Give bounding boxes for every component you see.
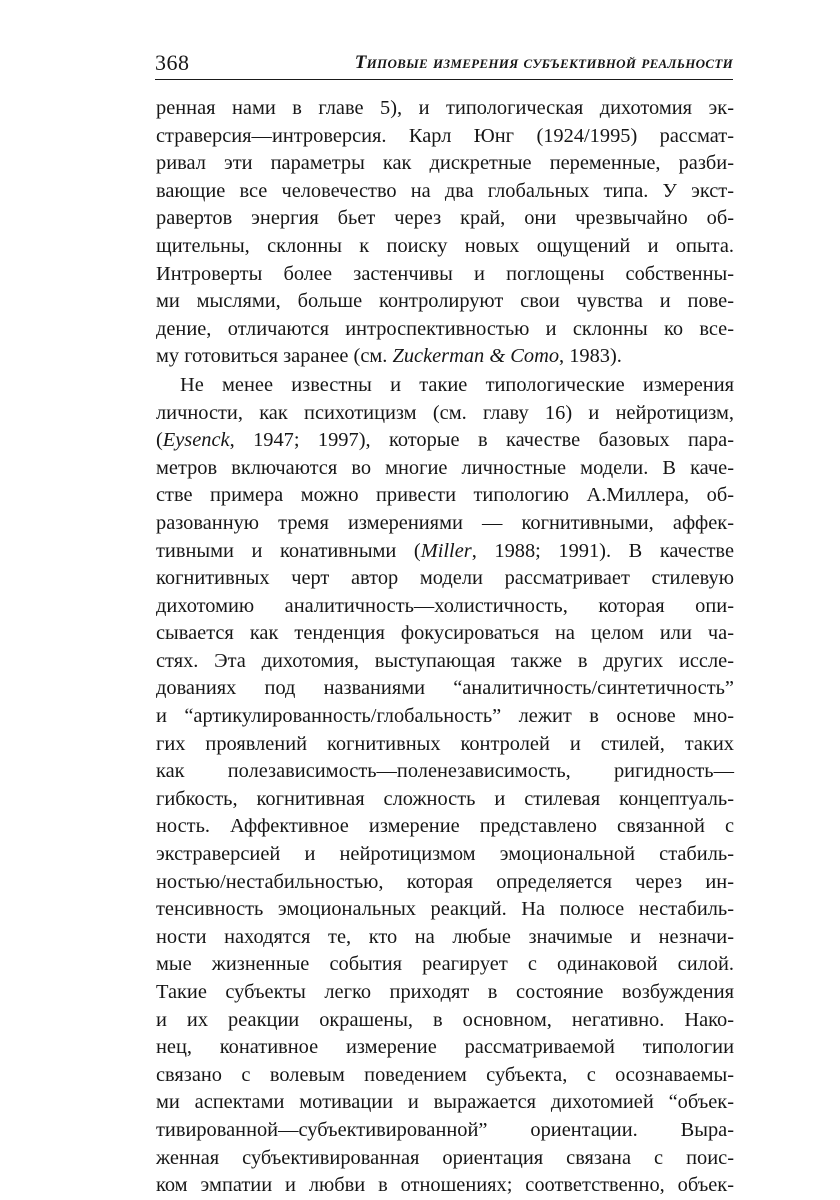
text-line: как полезависимость—поленезависимость, ригидность— (156, 760, 734, 783)
text-line: метров включаются во многие личностные модели. В каче- (156, 456, 734, 479)
text-line: дованиях под названиями “аналитичность/синтетичность” (156, 677, 734, 700)
text-line: страверсия—интроверсия. Карл Юнг (1924/1995) рассмат- (156, 124, 734, 147)
text-line: му готовиться заранее (см. Zuckerman & Como, 1983). (156, 345, 622, 368)
text-line: Такие субъекты легко приходят в состояние возбуждения (156, 981, 734, 1003)
text-line: дение, отличаются интроспективностью и склонны ко все- (156, 317, 734, 340)
text-line: тивными и конативными (Miller, 1988; 1991). В качестве (156, 539, 734, 562)
page-header (155, 50, 733, 82)
text-line: связано с волевым поведением субъекта, с осознаваемы- (156, 1063, 734, 1086)
text-line: когнитивных черт автор модели рассматривает стилевую (156, 567, 734, 590)
text-line: гибкость, когнитивная сложность и стилевая концептуаль- (156, 787, 734, 810)
running-title: Типовые измерения субъективной реальности (354, 52, 733, 73)
text-line: ностью/нестабильностью, которая определяется через ин- (156, 870, 734, 893)
text-line: женная субъективированная ориентация связана с поис- (156, 1146, 734, 1169)
text-line: тенсивность эмоциональных реакций. На полюсе нестабиль- (156, 898, 734, 921)
text-line: вающие все человечество на два глобальных типа. У экст- (156, 179, 734, 202)
text-line: (Eysenck, 1947; 1997), которые в качестве базовых пара- (156, 429, 734, 452)
text-line: равертов энергия бьет через край, они чрезвычайно об- (156, 207, 734, 230)
paragraph-2 (156, 372, 734, 1200)
body-text (156, 95, 734, 1200)
text-line: ми аспектами мотивации и выражается дихотомией “объек- (156, 1091, 734, 1114)
text-line: дихотомию аналитичность—холистичность, которая опи- (156, 594, 734, 617)
text-line: тивированной—субъективированной” ориентации. Выра- (156, 1118, 734, 1141)
text-line: ми мыслями, больше контролируют свои чувства и пове- (156, 290, 734, 313)
text-line: нец, конативное измерение рассматриваемой типологии (156, 1036, 734, 1059)
text-line: стях. Эта дихотомия, выступающая также в других иссле- (156, 649, 734, 672)
text-line: личности, как психотицизм (см. главу 16) и нейротицизм, (156, 401, 734, 424)
text-line: экстраверсией и нейротицизмом эмоциональной стабиль- (156, 843, 734, 866)
text-line: сывается как тенденция фокусироваться на целом или ча- (156, 622, 734, 645)
paragraph-1 (156, 95, 734, 371)
text-line: гих проявлений когнитивных контролей и стилей, таких (156, 732, 734, 755)
text-line: и их реакции окрашены, в основном, негативно. Нако- (156, 1008, 734, 1031)
text-line: разованную тремя измерениями — когнитивными, аффек- (156, 511, 734, 534)
text-line: ривал эти параметры как дискретные переменные, разби- (156, 152, 734, 175)
header-rule (155, 79, 733, 80)
text-line: ность. Аффективное измерение представлено связанной с (156, 815, 734, 838)
text-line: и “артикулированность/глобальность” лежит в основе мно- (156, 705, 734, 728)
text-line: ренная нами в главе 5), и типологическая дихотомия эк- (156, 97, 734, 119)
text-line: ности находятся те, кто на любые значимые и незначи- (156, 925, 734, 948)
text-line: Не менее известны и такие типологические измерения (180, 373, 734, 396)
text-line: Интроверты более застенчивы и поглощены собственны- (156, 262, 734, 285)
text-line: мые жизненные события реагирует с одинаковой силой. (156, 953, 734, 976)
page-number: 368 (155, 50, 190, 75)
text-line: ком эмпатии и любви в отношениях; соответственно, объек- (156, 1174, 734, 1197)
text-line: стве примера можно привести типологию А.Миллера, об- (156, 484, 734, 507)
text-line: щительны, склонны к поиску новых ощущений и опыта. (156, 234, 734, 257)
